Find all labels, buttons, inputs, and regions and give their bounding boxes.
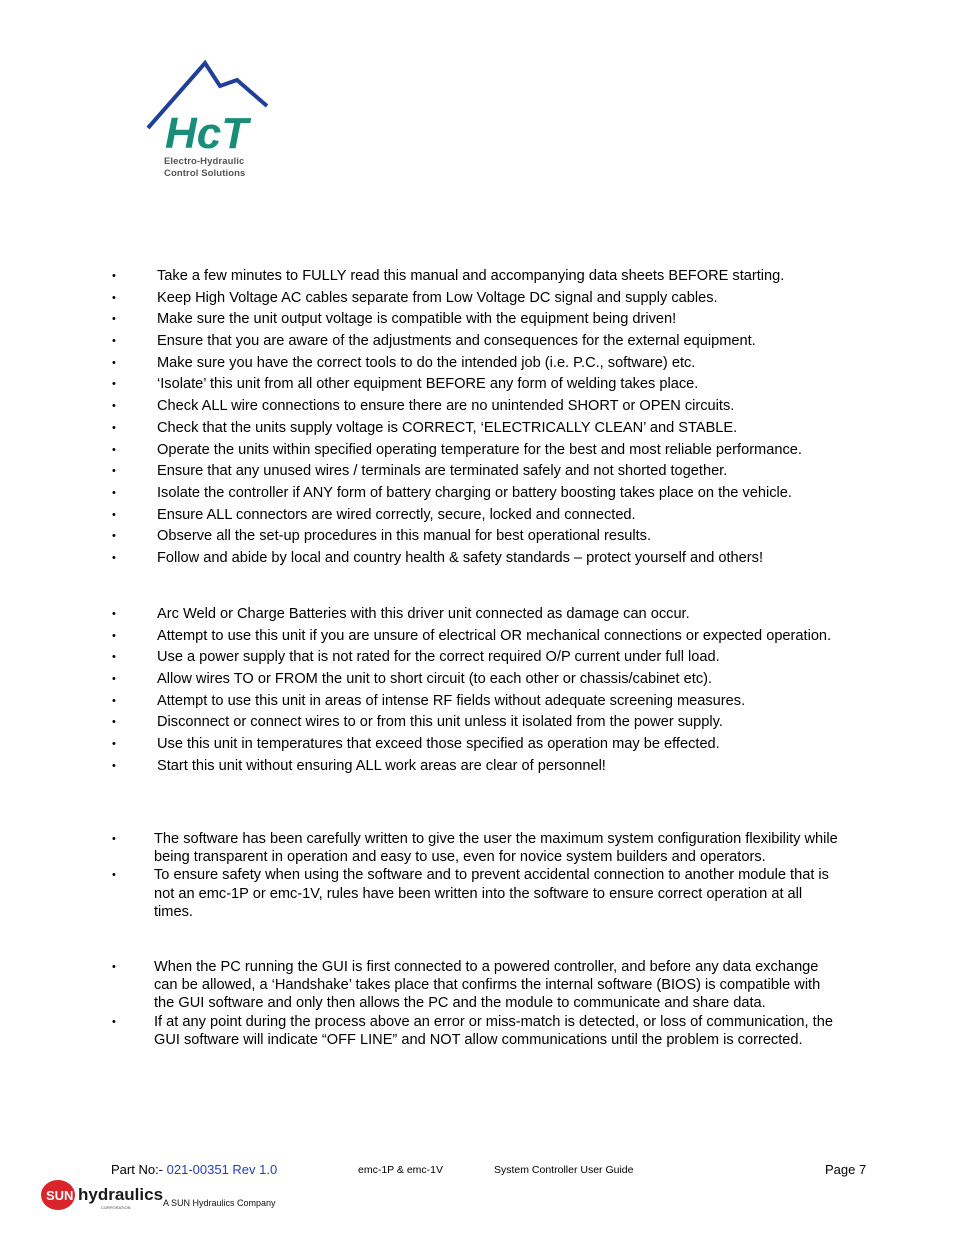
dont-item: • Allow wires TO or FROM the unit to short circuit (to each other or chassis/cabinet etc). <box>0 669 831 691</box>
do-item: • Take a few minutes to FULLY read this manual and accompanying data sheets BEFORE starting. <box>0 266 802 288</box>
do-item: • Check ALL wire connections to ensure there are no unintended SHORT or OPEN circuits. <box>0 396 802 418</box>
footer-guide-title: System Controller User Guide <box>494 1164 634 1176</box>
dont-item: • Use a power supply that is not rated for the correct required O/P current under full load. <box>0 647 831 669</box>
software-item: • To ensure safety when using the software and to prevent accidental connection to another module that is not an emc-1P or emc-1V, rules have been written into the software to ensure correct operation at all times. <box>0 866 844 921</box>
dont-list <box>0 604 831 778</box>
part-label: Part No:- <box>111 1162 167 1177</box>
do-item: • Ensure that any unused wires / terminals are terminated safely and not shorted together. <box>0 461 802 483</box>
do-item: • Observe all the set-up procedures in this manual for best operational results. <box>0 526 802 548</box>
logo-tagline-2: Control Solutions <box>164 168 246 179</box>
do-item: • Ensure ALL connectors are wired correctly, secure, locked and connected. <box>0 505 802 527</box>
hct-logo-graphic <box>145 58 275 158</box>
sun-hydraulics-logo <box>41 1178 291 1214</box>
do-item: • Make sure you have the correct tools to do the intended job (i.e. P.C., software) etc. <box>0 353 802 375</box>
do-item: • Ensure that you are aware of the adjustments and consequences for the external equipment. <box>0 331 802 353</box>
software-item: • When the PC running the GUI is first connected to a powered controller, and before any data exchange can be allowed, a ‘Handshake’ takes place that confirms the internal software (BIOS) is compatible with the GUI software and only then allows the PC and the module to communicate and share data. <box>0 958 844 1013</box>
do-item: • Keep High Voltage AC cables separate from Low Voltage DC signal and supply cables. <box>0 288 802 310</box>
footer-part-number <box>111 1162 277 1177</box>
do-item: • Operate the units within specified operating temperature for the best and most reliable performance. <box>0 440 802 462</box>
do-item: • Isolate the controller if ANY form of battery charging or battery boosting takes place on the vehicle. <box>0 483 802 505</box>
dont-item: • Arc Weld or Charge Batteries with this driver unit connected as damage can occur. <box>0 604 831 626</box>
software-item: • If at any point during the process above an error or miss-match is detected, or loss of communication, the GUI software will indicate “OFF LINE” and NOT allow communications until the problem is corrected. <box>0 1013 844 1049</box>
sun-logo-sub: CORPORATION <box>101 1205 131 1210</box>
do-item: • Follow and abide by local and country health & safety standards – protect yourself and others! <box>0 548 802 570</box>
page-number: Page 7 <box>825 1162 867 1177</box>
software-list-2 <box>0 958 844 1049</box>
footer-model: emc-1P & emc-1V <box>358 1164 443 1176</box>
dont-item: • Disconnect or connect wires to or from this unit unless it isolated from the power supply. <box>0 712 831 734</box>
dont-item: • Start this unit without ensuring ALL work areas are clear of personnel! <box>0 756 831 778</box>
software-list-1 <box>0 830 844 921</box>
hct-logo-text: HcT <box>165 109 249 158</box>
dont-item: • Attempt to use this unit if you are unsure of electrical OR mechanical connections or expected operation. <box>0 626 831 648</box>
svg-text:SUN: SUN <box>46 1188 74 1203</box>
hct-logo <box>145 58 275 183</box>
svg-text:hydraulics: hydraulics <box>78 1185 164 1204</box>
logo-tagline-1: Electro-Hydraulic <box>164 156 245 167</box>
software-item: • The software has been carefully written to give the user the maximum system configuration flexibility while being transparent in operation and easy to use, even for novice system builders and operators. <box>0 830 844 866</box>
sun-logo-tag: A SUN Hydraulics Company <box>163 1198 276 1208</box>
do-list <box>0 266 802 570</box>
part-number-link[interactable]: 021-00351 Rev 1.0 <box>166 1162 278 1177</box>
dont-item: • Attempt to use this unit in areas of intense RF fields without adequate screening measures. <box>0 691 831 713</box>
do-item: • Check that the units supply voltage is CORRECT, ‘ELECTRICALLY CLEAN’ and STABLE. <box>0 418 802 440</box>
dont-item: • Use this unit in temperatures that exceed those specified as operation may be effected. <box>0 734 831 756</box>
do-item: • ‘Isolate’ this unit from all other equipment BEFORE any form of welding takes place. <box>0 374 802 396</box>
do-item: • Make sure the unit output voltage is compatible with the equipment being driven! <box>0 309 802 331</box>
